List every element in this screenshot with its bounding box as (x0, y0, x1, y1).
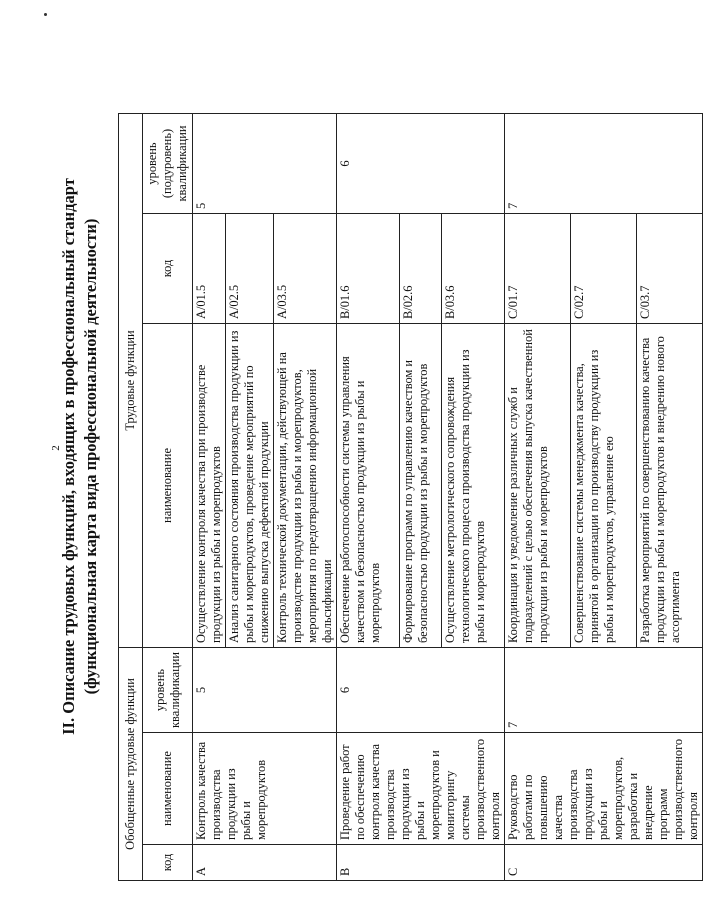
function-name: Разработка мероприятий по совершенствованию качества продукции из рыбы и морепродуктов и внедрению нового ассортимента (637, 323, 703, 647)
function-name: Осуществление контроля качества при производстве продукции из рыбы и морепродуктов (193, 323, 226, 647)
table-header-row (119, 113, 143, 880)
generalized-code: B (337, 845, 505, 881)
function-level: 5 (193, 113, 337, 213)
header-code: код (143, 845, 193, 881)
function-code: A/02.5 (226, 213, 274, 323)
generalized-name: Контроль качества производства продукции из рыбы и морепродуктов (193, 733, 337, 845)
header-function-code: код (143, 213, 193, 323)
table-subheader-row (143, 113, 193, 880)
function-code: B/01.6 (337, 213, 400, 323)
functional-map-table (118, 113, 703, 881)
generalized-code: A (193, 845, 337, 881)
function-code: B/03.6 (442, 213, 505, 323)
table-row (193, 113, 226, 880)
header-sublevel: уровень (подуровень) квалификации (143, 113, 193, 213)
section-subtitle: (функциональная карта вида профессиональной деятельности) (81, 218, 100, 695)
section-title: II. Описание трудовых функций, входящих в профессиональный стандарт (59, 178, 78, 735)
generalized-code: C (505, 845, 703, 881)
header-name: наименование (143, 733, 193, 845)
function-level: 6 (337, 113, 505, 213)
function-name: Совершенствование системы менеджмента качества, принятой в организации по производству продукции из рыбы и морепродуктов, управление ею (571, 323, 637, 647)
function-code: C/01.7 (505, 213, 571, 323)
header-generalized-functions: Обобщенные трудовые функции (119, 647, 143, 880)
function-name: Формирование программ по управлению качеством и безопасностью продукции из рыбы и морепродуктов (399, 323, 442, 647)
header-function-name: наименование (143, 323, 193, 647)
function-code: C/02.7 (571, 213, 637, 323)
generalized-name: Проведение работ по обеспечению контроля качества производства продукции из рыбы и морепродуктов и мониторингу системы производственного контроля (337, 733, 505, 845)
function-name: Осуществление метрологического сопровождения технологического процесса производства продукции из рыбы и морепродуктов (442, 323, 505, 647)
page-number: 2 (50, 445, 62, 451)
function-code: A/01.5 (193, 213, 226, 323)
table-row (337, 113, 400, 880)
function-level: 7 (505, 113, 703, 213)
function-code: B/02.6 (399, 213, 442, 323)
function-code: A/03.5 (274, 213, 337, 323)
function-name: Контроль технической документации, действующей на производстве продукции из рыбы и морепродуктов, мероприятия по предотвращению информационной фальсификации (274, 323, 337, 647)
function-name: Координация и уведомление различных служб и подразделений с целью обеспечения выпуска качественной продукции из рыбы и морепродуктов (505, 323, 571, 647)
rotated-page-content (58, 22, 700, 891)
table-row (505, 113, 571, 880)
function-name: Анализ санитарного состояния производства продукции из рыбы и морепродуктов, проведение мероприятий по снижению выпуска дефектной продукции (226, 323, 274, 647)
header-labor-functions: Трудовые функции (119, 113, 143, 647)
generalized-level: 5 (193, 647, 337, 732)
generalized-name: Руководство работами по повышению качества производства продукции из рыбы и морепродуктов, разработка и внедрение программ производственного контроля (505, 733, 703, 845)
scan-speck (44, 13, 47, 16)
header-level: уровень квалификации (143, 647, 193, 732)
function-name: Обеспечение работоспособности системы управления качеством и безопасностью продукции из рыбы и морепродуктов (337, 323, 400, 647)
function-code: C/03.7 (637, 213, 703, 323)
generalized-level: 7 (505, 647, 703, 732)
generalized-level: 6 (337, 647, 505, 732)
